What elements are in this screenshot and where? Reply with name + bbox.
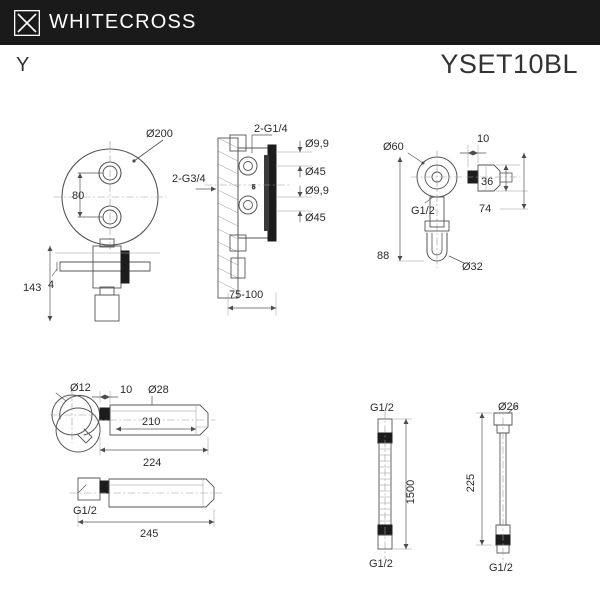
dim-2-g3-4: 2-G3/4	[172, 173, 206, 185]
dim-d45-bottom: Ø45	[305, 212, 326, 224]
dim-80: 80	[72, 190, 85, 202]
dim-2-g1-4: 2-G1/4	[254, 123, 288, 135]
dim-d200: Ø200	[146, 128, 173, 140]
dim-1500: 1500	[405, 479, 417, 505]
dim-d45-top: Ø45	[305, 166, 326, 178]
brand-name: WHITECROSS	[49, 11, 197, 33]
dim-d28: Ø28	[148, 384, 169, 396]
technical-drawing	[0, 93, 600, 600]
wall-spout-lower-view	[70, 478, 222, 527]
app-header	[0, 0, 600, 45]
dim-d99-top: Ø9,9	[305, 138, 329, 150]
dim-10-spout: 10	[120, 384, 133, 396]
dim-g12-spout: G1/2	[73, 505, 97, 517]
thermostat-front-view	[54, 140, 166, 253]
dim-d32: Ø32	[462, 261, 483, 273]
dim-4: 4	[48, 279, 55, 291]
dim-74: 74	[479, 203, 492, 215]
series-label: Y	[16, 54, 30, 76]
model-code: YSET10BL	[440, 49, 578, 79]
dim-d60: Ø60	[383, 141, 404, 153]
dim-245: 245	[140, 528, 159, 540]
dim-36: 36	[481, 176, 494, 188]
dim-75-100: 75-100	[229, 289, 264, 301]
dim-d12: Ø12	[70, 382, 91, 394]
dim-210: 210	[142, 416, 161, 428]
thermostat-profile-view	[48, 239, 161, 321]
dim-224: 224	[143, 457, 162, 469]
dim-88: 88	[377, 250, 390, 262]
thermostat-section-view	[196, 135, 312, 315]
dim-d26: Ø26	[498, 401, 519, 413]
svg-text:5: 5	[252, 185, 256, 191]
wall-spout-upper-view	[50, 389, 215, 455]
drawing-svg	[0, 93, 600, 600]
dim-225: 225	[465, 473, 477, 493]
dim-hose-g12-bot: G1/2	[369, 558, 393, 570]
dim-hand-g12: G1/2	[489, 562, 513, 574]
dim-hose-g12-top: G1/2	[370, 402, 394, 414]
dim-143: 143	[23, 282, 42, 294]
hand-shower-view	[476, 403, 518, 563]
dim-g12-outlet: G1/2	[411, 205, 435, 217]
dim-d99-bottom: Ø9,9	[305, 185, 329, 197]
title-row	[0, 45, 600, 93]
whitecross-logo-icon	[14, 10, 40, 36]
dim-10-outlet: 10	[477, 133, 490, 145]
